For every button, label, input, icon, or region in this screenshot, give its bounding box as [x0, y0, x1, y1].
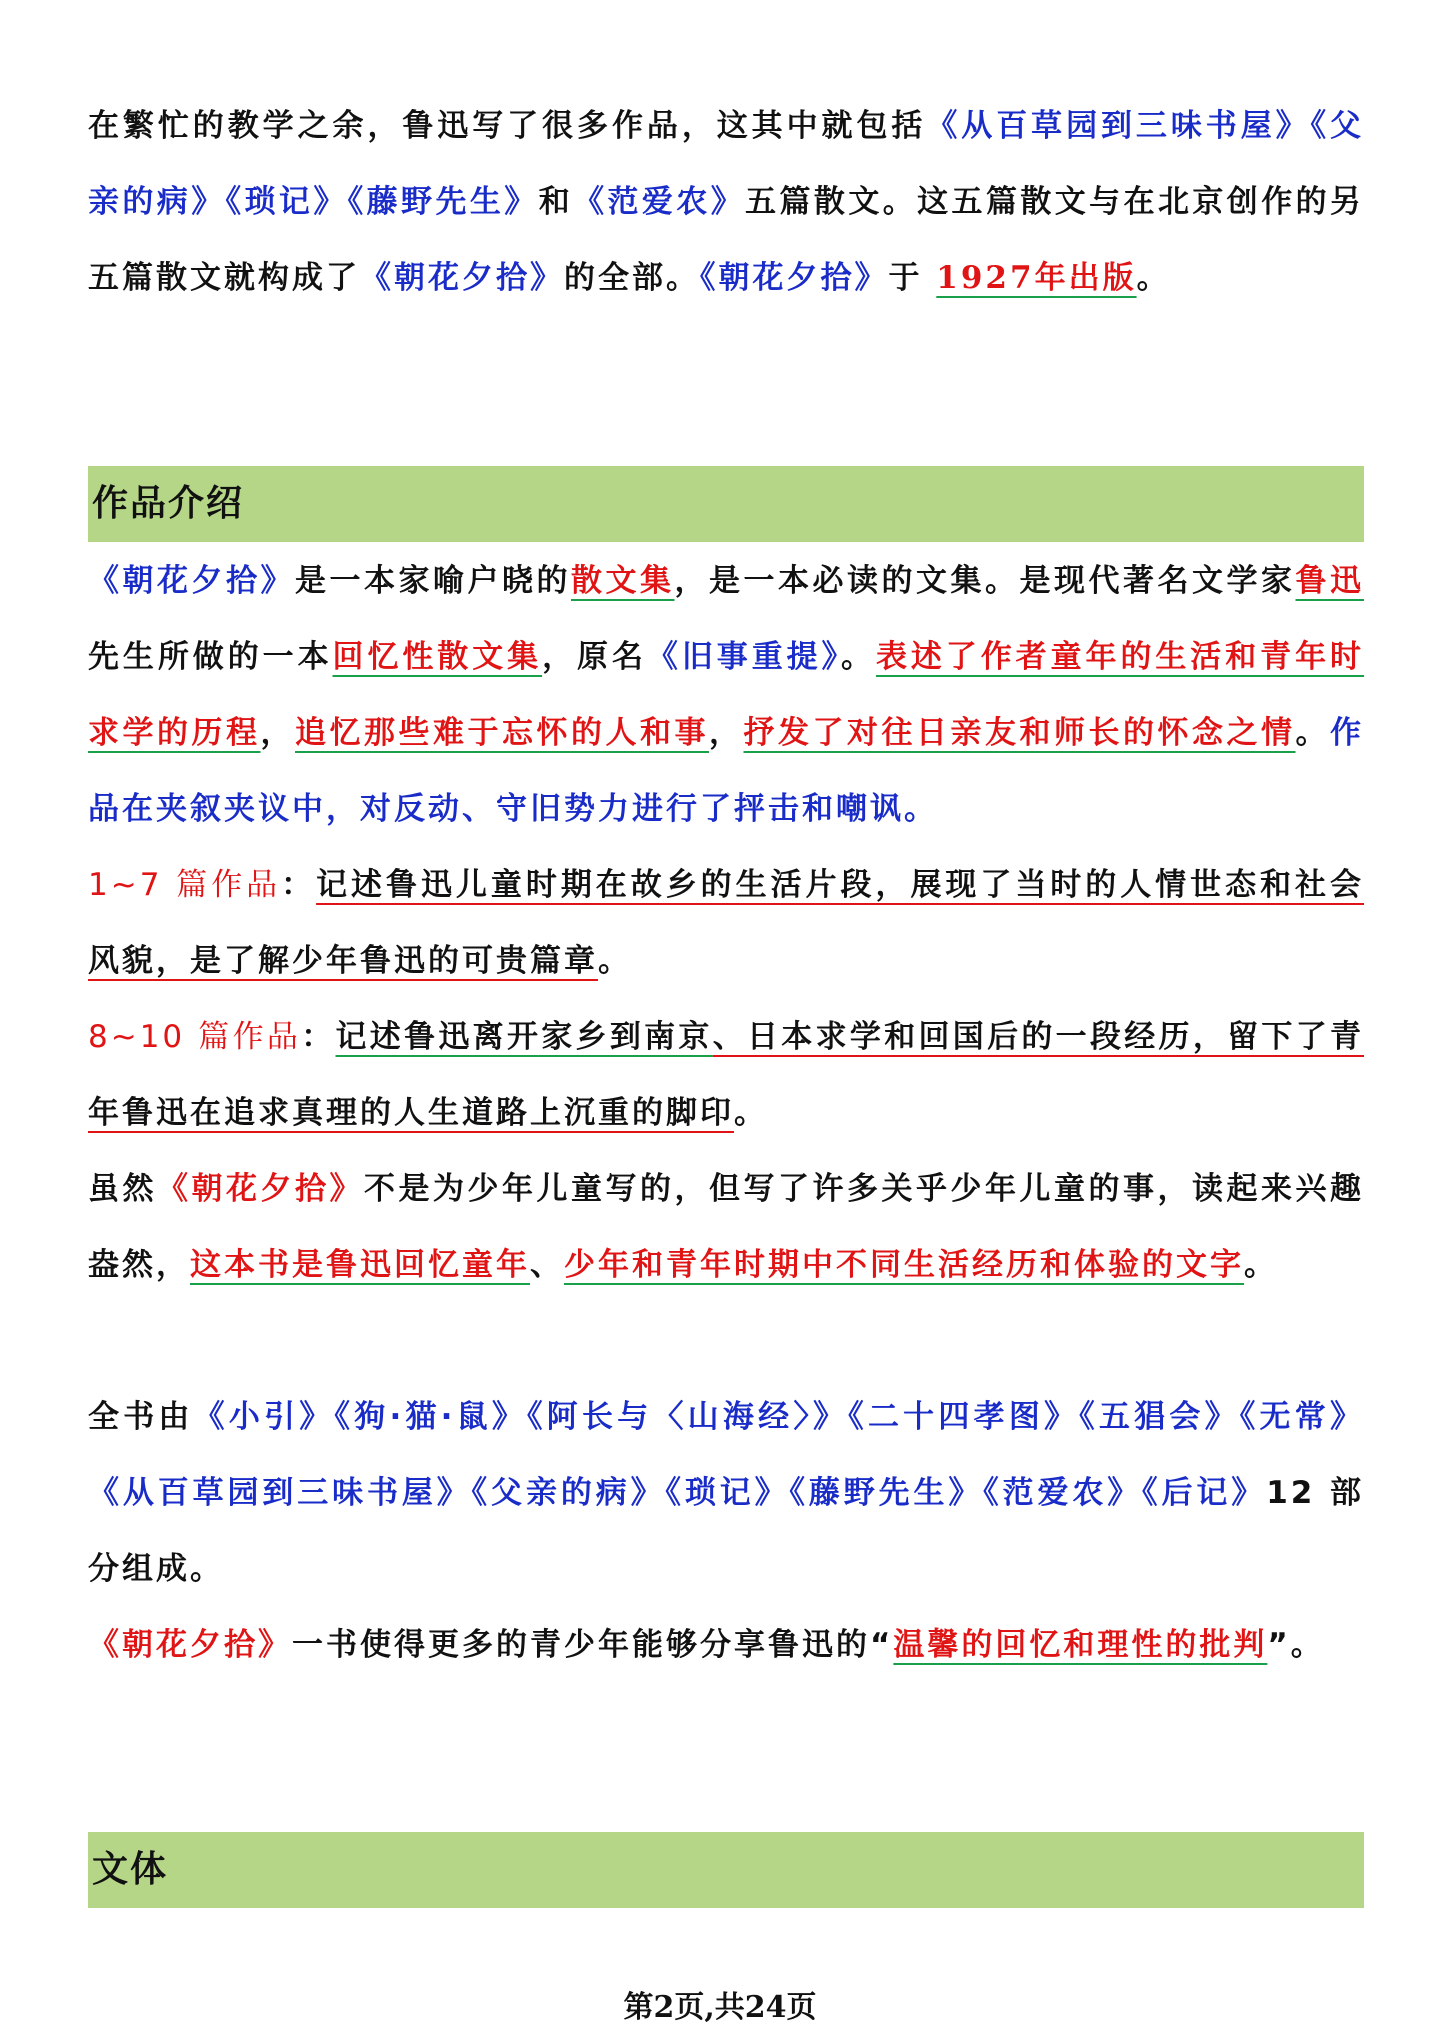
- work-title: 《朝花夕拾》: [88, 563, 295, 599]
- body-text: ：: [281, 867, 317, 903]
- underlined-text: 记述鲁迅儿童时期在故乡的生活片段，展现了当时的人情世态和社会风貌，是了解少年鲁迅的可贵篇章: [88, 867, 1364, 979]
- body-text: ，是一本必读的文集。是现代著名文学家: [674, 563, 1296, 599]
- work-title: 《范爱农》: [573, 184, 746, 220]
- body-text: 。: [734, 1095, 768, 1131]
- chapter-list: 《小引》《狗·猫·鼠》《阿长与〈山海经〉》《二十四孝图》《五猖会》《无常》《从百草园到三味书屋》《父亲的病》《琐记》《藤野先生》《范爱农》《后记》: [88, 1399, 1364, 1511]
- keyword: 少年和青年时期中不同生活经历和体验的文字: [564, 1247, 1244, 1283]
- body-text: ：: [301, 1019, 336, 1055]
- keyword: 回忆性散文集: [332, 639, 543, 675]
- contents-paragraph: [88, 1379, 1364, 1607]
- work-title: 《朝花夕拾》: [88, 1627, 292, 1663]
- chapters-label: 1~7 篇作品: [88, 867, 282, 903]
- blue-sentence: 作品在夹叙夹议中，对反动、守旧势力进行了抨击和嘲讽。: [88, 715, 1364, 827]
- closing-paragraph: [88, 1607, 1364, 1683]
- body-text: 虽然: [88, 1171, 157, 1207]
- body-text: ，: [260, 715, 295, 751]
- section-header-genre: [88, 1832, 1364, 1908]
- work-introduction-paragraph: [88, 543, 1364, 847]
- keyword: 散文集: [571, 563, 675, 599]
- body-text: 12 部分组成。: [88, 1475, 1364, 1587]
- intro-text: 和: [538, 184, 574, 220]
- intro-text: 在繁忙的教学之余，鲁迅写了很多作品，这其中就包括: [88, 108, 927, 144]
- keyword: 追忆那些难于忘怀的人和事: [295, 715, 709, 751]
- intro-text: 于: [888, 260, 937, 296]
- body-text: 全书由: [88, 1399, 194, 1435]
- body-text: 。: [598, 943, 632, 979]
- work-title: 《从百草园到三味书屋》: [926, 108, 1311, 144]
- intro-paragraph: [88, 88, 1364, 316]
- keyword: 温馨的回忆和理性的批判: [893, 1627, 1268, 1663]
- underlined-text: 、日本求学和回国后的一段经历，留下了青年鲁迅在追求真理的人生道路上沉重的脚印: [88, 1019, 1365, 1131]
- keyword: 这本书是鲁迅回忆童年: [190, 1247, 530, 1283]
- publication-year: 1927年出版: [936, 260, 1137, 296]
- body-text: ”。: [1267, 1627, 1325, 1663]
- work-title: 《藤野先生》: [347, 184, 539, 220]
- chapters-8-10-paragraph: [88, 999, 1364, 1151]
- chapters-label: 8~10 篇作品: [88, 1019, 302, 1055]
- work-title: 《琐记》: [225, 184, 348, 220]
- chapters-1-7-paragraph: [88, 847, 1364, 999]
- body-text: 。: [841, 639, 876, 675]
- keyword: 抒发了对往日亲友和师长的怀念之情: [743, 715, 1296, 751]
- intro-text: 。: [1136, 260, 1171, 296]
- body-text: 是一本家喻户晓的: [295, 563, 571, 599]
- body-text: 一书使得更多的青少年能够分享鲁迅的“: [292, 1627, 894, 1663]
- intro-text: 五篇散文。这五篇散文与在北京创作的另五篇散文就构成了: [88, 184, 1365, 296]
- work-title: 《父亲的病》: [88, 108, 1365, 220]
- work-title: 《旧事重提》: [646, 639, 841, 675]
- section-header-introduction: [88, 466, 1364, 542]
- body-text: 不是为少年儿童写的，但写了许多关乎少年儿童的事，读起来兴趣盎然，: [88, 1171, 1364, 1283]
- body-text: 、: [530, 1247, 564, 1283]
- body-text: ，原名: [542, 639, 647, 675]
- body-text: 。: [1244, 1247, 1278, 1283]
- body-text: 。: [1295, 715, 1330, 751]
- keyword: 表述了作者童年的生活和青年时求学的历程: [88, 639, 1365, 751]
- work-title: 《朝花夕拾》: [700, 260, 889, 296]
- page-number: 第2页,共24页: [623, 1990, 817, 2025]
- work-title: 《朝花夕拾》: [157, 1171, 364, 1207]
- section-title: 文体: [92, 1849, 169, 1890]
- intro-text: 的全部。: [564, 260, 700, 296]
- body-text: ，: [709, 715, 744, 751]
- underlined-text: 记述鲁迅离开家乡到南京: [335, 1019, 713, 1055]
- readership-paragraph: [88, 1151, 1364, 1303]
- keyword: 鲁迅: [1295, 563, 1364, 599]
- work-title: 《朝花夕拾》: [360, 260, 564, 296]
- section-title: 作品介绍: [92, 483, 245, 524]
- body-text: 先生所做的一本: [88, 639, 333, 675]
